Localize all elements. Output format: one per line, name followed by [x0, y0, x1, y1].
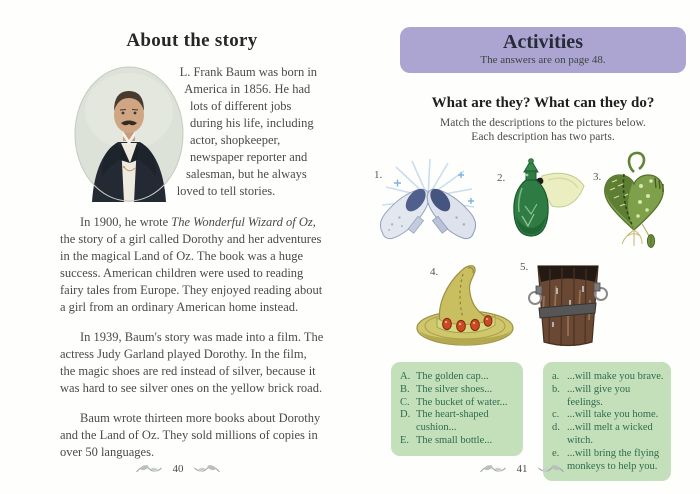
- list-item: [552, 422, 664, 448]
- golden-cap-illustration: [413, 262, 518, 352]
- frank-baum-portrait-photo: [74, 66, 184, 202]
- item-label: e.: [552, 447, 560, 459]
- exercise-instruction-1: Match the descriptions to the pictures below.: [440, 117, 646, 129]
- list-item: [400, 371, 516, 384]
- item-label: c.: [552, 409, 560, 421]
- item-text: The silver shoes...: [416, 383, 493, 395]
- picture-2-number: 2.: [497, 172, 506, 184]
- item-label: C.: [400, 396, 410, 408]
- paragraph-4: Baum wrote thirteen more books about Dorothy and the Land of Oz. They sold millions of copies in over 50 languages.: [60, 411, 321, 459]
- list-item: [400, 435, 516, 448]
- descriptions-box-objects: [391, 362, 523, 456]
- list-item: [400, 384, 516, 397]
- paragraph-2-pre: In 1900, he wrote: [80, 215, 172, 229]
- paragraph-1: L. Frank Baum was born in America in 1856. He had lots of different jobs during his life, including actor, shopkeeper, newspaper reporter and salesman, but he always loved to tell stories.: [176, 65, 318, 198]
- picture-3-number: 3.: [593, 171, 602, 183]
- story-body: [60, 64, 324, 461]
- bucket-illustration: [526, 256, 610, 354]
- item-label: b.: [552, 383, 560, 395]
- item-text: ...will make you brave.: [567, 371, 664, 382]
- picture-4-number: 4.: [430, 266, 439, 278]
- activities-header-box: [400, 27, 686, 73]
- item-text: The bucket of water...: [416, 396, 508, 408]
- item-label: A.: [400, 371, 411, 382]
- item-text: ...will give you feelings.: [567, 383, 631, 408]
- page-number: 40: [172, 463, 184, 475]
- item-label: B.: [400, 383, 410, 395]
- leaf-flourish-icon: [193, 463, 221, 475]
- item-label: d.: [552, 422, 560, 434]
- paragraph-2: [60, 214, 324, 316]
- right-page-footer: [480, 463, 565, 475]
- list-item: [552, 448, 664, 474]
- list-item: [400, 409, 516, 435]
- silver-shoes-illustration: [378, 157, 478, 245]
- item-label: E.: [400, 434, 410, 446]
- list-item: [552, 371, 664, 384]
- item-text: ...will bring the flying monkeys to help you.: [567, 447, 660, 472]
- paragraph-2-post: , the story of a girl called Dorothy and her adventures in the magical Land of Oz. The book was a huge success. American children were used to reading fairy tales from Europe. They enjoyed reading about a girl from an ordinary American home instead.: [60, 215, 323, 314]
- leaf-flourish-icon: [136, 463, 164, 475]
- small-bottle-illustration: [502, 158, 594, 240]
- activities-answers-note: The answers are on page 48.: [480, 54, 606, 66]
- page-title: About the story: [126, 30, 258, 51]
- heart-cushion-illustration: [598, 150, 670, 254]
- book-title-italic: The Wonderful Wizard of Oz: [171, 215, 313, 229]
- item-text: ...will melt a wicked witch.: [567, 422, 653, 446]
- item-label: D.: [400, 409, 411, 421]
- paragraph-3: In 1939, Baum's story was made into a film. The actress Judy Garland played Dorothy. In the film, the magic shoes are red instead of silver, because it was hard to see silver ones on the yellow brick road.: [60, 330, 324, 395]
- activities-title: Activities: [503, 31, 583, 53]
- item-text: The small bottle...: [416, 434, 493, 446]
- exercise-instruction-2: Each description has two parts.: [471, 131, 615, 143]
- right-page: [350, 0, 700, 494]
- exercise-heading: What are they? What can they do?: [431, 95, 655, 111]
- item-text: The heart-shaped cushion...: [416, 409, 489, 434]
- left-page-footer: [136, 463, 221, 475]
- item-text: The golden cap...: [416, 371, 489, 382]
- list-item: [552, 384, 664, 410]
- picture-5-number: 5.: [520, 261, 529, 273]
- list-item: [400, 397, 516, 410]
- item-text: ...will take you home.: [567, 409, 659, 421]
- page-number: 41: [516, 463, 528, 475]
- item-label: a.: [552, 371, 560, 382]
- leaf-flourish-icon: [480, 463, 508, 475]
- leaf-flourish-icon: [537, 463, 565, 475]
- list-item: [552, 409, 664, 422]
- picture-1-number: 1.: [374, 169, 383, 181]
